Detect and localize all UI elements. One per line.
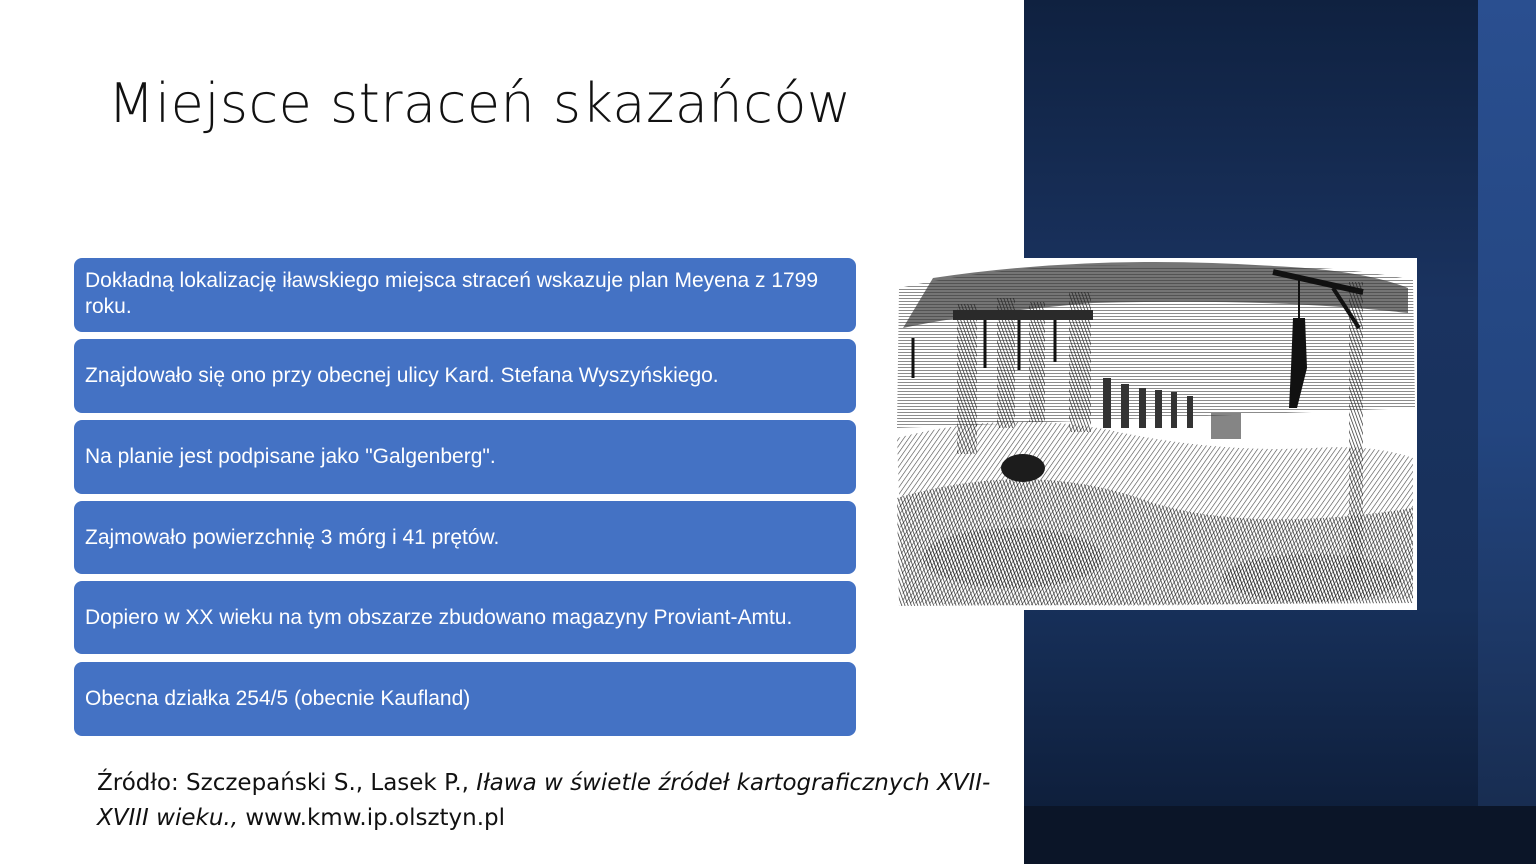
bullet-box[interactable] [74, 339, 856, 413]
bullet-box[interactable] [74, 501, 856, 574]
source-prefix: Źródło: Szczepański S., Lasek P., [97, 770, 477, 796]
source-citation [97, 766, 1017, 836]
bullet-box[interactable] [74, 662, 856, 736]
slide-title: Miejsce straceń skazańców [108, 72, 852, 135]
bullet-text: Dopiero w XX wieku na tym obszarze zbudowano magazyny Proviant-Amtu. [85, 605, 793, 629]
source-title: Iława w świetle źródeł kartograficznych XVII-XVIII wieku., [97, 770, 991, 831]
bullet-box[interactable] [74, 420, 856, 494]
source-url: www.kmw.ip.olsztyn.pl [238, 805, 506, 831]
bullet-text: Znajdowało się ono przy obecnej ulicy Kard. Stefana Wyszyńskiego. [85, 364, 719, 387]
gallows-hill-engraving[interactable] [893, 258, 1417, 610]
bullet-box[interactable] [74, 258, 856, 332]
bullet-text: Obecna działka 254/5 (obecnie Kaufland) [85, 687, 471, 710]
bullet-box[interactable] [74, 581, 856, 654]
bullet-text: Dokładną lokalizację iławskiego miejsca straceń wskazuje plan Meyena z 1799 roku. [85, 269, 819, 318]
panel-bottom-band [1024, 806, 1536, 864]
engraving-picture [893, 258, 1417, 610]
panel-accent-strip [1478, 0, 1536, 864]
bullet-text: Na planie jest podpisane jako "Galgenberg". [85, 445, 496, 468]
bullet-text: Zajmowało powierzchnię 3 mórg i 41 prętów. [85, 525, 500, 549]
